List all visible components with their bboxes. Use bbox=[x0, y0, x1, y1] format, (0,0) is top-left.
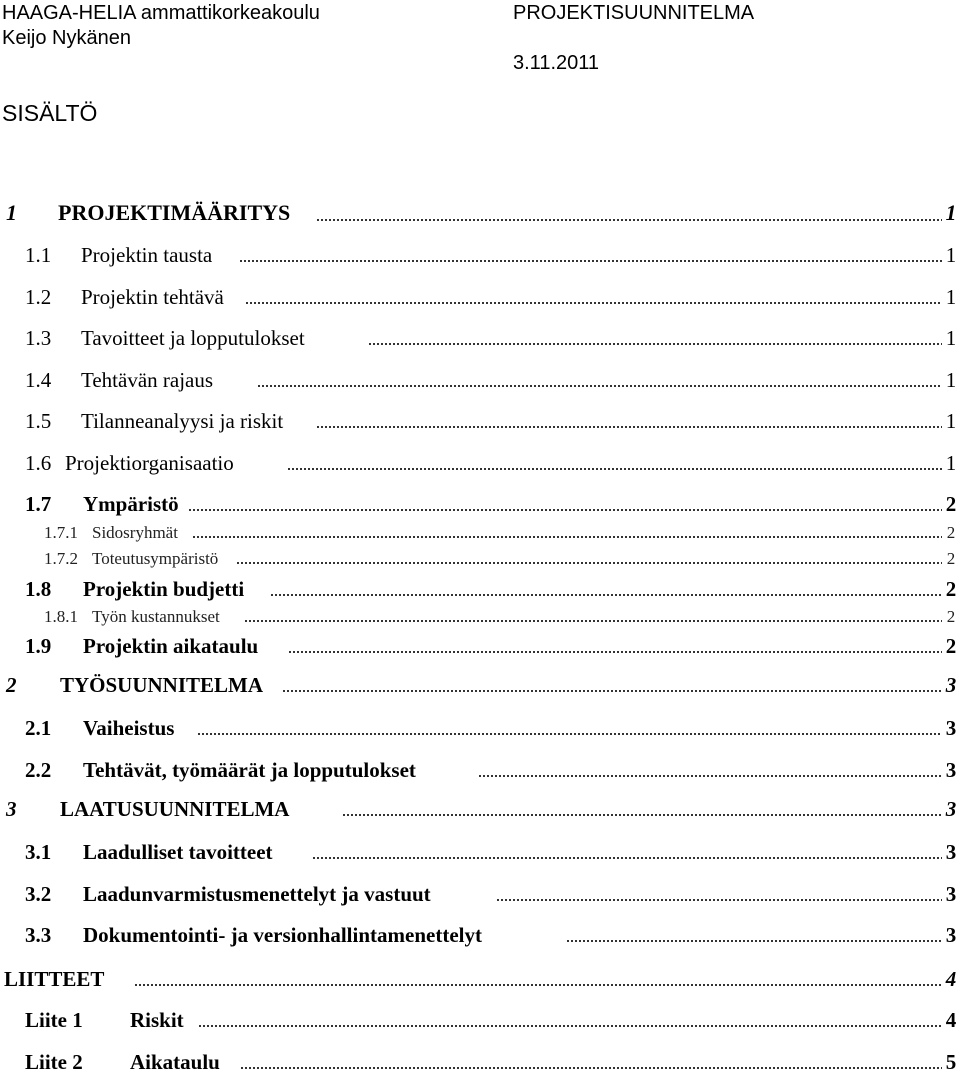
toc-entry-label: TYÖSUUNNITELMA bbox=[60, 673, 264, 697]
toc-entry[interactable] bbox=[0, 486, 960, 516]
toc-entry-label: Laadunvarmistusmenettelyt ja vastuut bbox=[83, 882, 431, 906]
toc-entry-page: 1 bbox=[945, 285, 957, 309]
toc-leader-dots bbox=[134, 983, 942, 987]
toc-entry[interactable] bbox=[0, 320, 960, 350]
toc-leader-dots bbox=[282, 689, 942, 693]
toc-entry[interactable] bbox=[0, 961, 960, 991]
toc-entry[interactable] bbox=[0, 752, 960, 782]
toc-entry-page: 2 bbox=[945, 634, 957, 658]
toc-entry-label: Toteutusympäristö bbox=[92, 549, 219, 568]
toc-entry-page: 2 bbox=[946, 523, 956, 542]
toc-entry-page: 3 bbox=[945, 923, 957, 947]
toc-entry[interactable] bbox=[0, 917, 960, 947]
toc-entry[interactable] bbox=[0, 196, 960, 226]
toc-leader-dots bbox=[316, 218, 942, 222]
toc-entry-number: 1 bbox=[6, 200, 17, 225]
toc-entry[interactable] bbox=[0, 539, 960, 569]
toc-entry-label: Projektin aikataulu bbox=[83, 634, 259, 658]
toc-leader-dots bbox=[188, 508, 942, 512]
toc-entry-number: 1.3 bbox=[25, 326, 52, 350]
toc-leader-dots bbox=[566, 939, 942, 943]
toc-entry-number: 2.2 bbox=[25, 758, 52, 782]
toc-leader-dots bbox=[496, 898, 942, 902]
toc-leader-dots bbox=[316, 425, 942, 429]
header-author: Keijo Nykänen bbox=[2, 27, 131, 49]
toc-entry-number: 1.7 bbox=[25, 492, 52, 516]
header-doc-type: PROJEKTISUUNNITELMA bbox=[513, 2, 755, 24]
toc-entry-page: 3 bbox=[945, 882, 957, 906]
toc-entry-page: 3 bbox=[945, 673, 957, 697]
toc-entry-page: 3 bbox=[945, 840, 957, 864]
toc-leader-dots bbox=[239, 259, 942, 263]
toc-entry-number: 2 bbox=[6, 673, 17, 697]
toc-entry[interactable] bbox=[0, 876, 960, 906]
toc-entry-number: 3.2 bbox=[25, 882, 52, 906]
toc-entry-page: 1 bbox=[945, 326, 957, 350]
toc-leader-dots bbox=[244, 619, 942, 623]
toc-entry-label: Projektiorganisaatio bbox=[65, 451, 234, 475]
toc-entry-label: PROJEKTIMÄÄRITYS bbox=[58, 200, 291, 225]
toc-entry-page: 2 bbox=[945, 577, 957, 601]
toc-entry-number: 2.1 bbox=[25, 716, 52, 740]
toc-entry-label: Riskit bbox=[130, 1008, 184, 1032]
header-org: HAAGA-HELIA ammattikorkeakoulu bbox=[2, 2, 320, 24]
toc-entry-page: 4 bbox=[945, 967, 957, 991]
toc-leader-dots bbox=[288, 650, 942, 654]
toc-entry-label: LAATUSUUNNITELMA bbox=[60, 797, 290, 821]
toc-entry-page: 3 bbox=[945, 797, 957, 821]
toc-entry-label: Projektin tausta bbox=[81, 243, 213, 267]
toc-entry-number: Liite 1 bbox=[25, 1008, 83, 1032]
toc-entry-label: Tavoitteet ja lopputulokset bbox=[81, 326, 305, 350]
toc-entry[interactable] bbox=[0, 834, 960, 864]
toc-leader-dots bbox=[236, 561, 942, 565]
toc-leader-dots bbox=[342, 813, 942, 817]
toc-leader-dots bbox=[257, 384, 942, 388]
toc-entry[interactable] bbox=[0, 403, 960, 433]
toc-entry[interactable] bbox=[0, 237, 960, 267]
toc-entry-label: Työn kustannukset bbox=[92, 607, 220, 626]
toc-entry-number: 1.7.1 bbox=[44, 523, 78, 542]
toc-entry[interactable] bbox=[0, 710, 960, 740]
toc-entry-page: 2 bbox=[946, 549, 956, 568]
toc-entry-label: Vaiheistus bbox=[83, 716, 175, 740]
toc-entry[interactable] bbox=[0, 597, 960, 627]
toc-entry-label: Tilanneanalyysi ja riskit bbox=[81, 409, 284, 433]
toc-entry-number: 1.2 bbox=[25, 285, 52, 309]
toc-entry[interactable] bbox=[0, 791, 960, 821]
toc-entry-label: Ympäristö bbox=[83, 492, 179, 516]
toc-entry-label: Tehtävät, työmäärät ja lopputulokset bbox=[83, 758, 416, 782]
toc-entry-page: 4 bbox=[945, 1008, 957, 1032]
toc-entry-page: 1 bbox=[945, 409, 957, 433]
toc-entry[interactable] bbox=[0, 1044, 960, 1074]
toc-entry-number: Liite 2 bbox=[25, 1050, 83, 1074]
toc-entry-number: 1.1 bbox=[25, 243, 52, 267]
toc-entry-number: 1.4 bbox=[25, 368, 52, 392]
toc-leader-dots bbox=[287, 467, 942, 471]
toc-entry-label: Dokumentointi- ja versionhallintamenettelyt bbox=[83, 923, 482, 947]
toc-entry-label: LIITTEET bbox=[4, 967, 105, 991]
toc-entry-number: 1.7.2 bbox=[44, 549, 78, 568]
toc-entry[interactable] bbox=[0, 628, 960, 658]
toc-entry[interactable] bbox=[0, 279, 960, 309]
toc-leader-dots bbox=[368, 342, 942, 346]
toc-entry-page: 3 bbox=[945, 716, 957, 740]
toc-entry-page: 1 bbox=[945, 451, 957, 475]
toc-leader-dots bbox=[198, 1024, 942, 1028]
toc-entry[interactable] bbox=[0, 362, 960, 392]
toc-entry-label: Projektin budjetti bbox=[83, 577, 245, 601]
toc-entry-number: 3 bbox=[6, 797, 17, 821]
toc-entry-number: 1.6 bbox=[25, 451, 52, 475]
toc-leader-dots bbox=[478, 774, 942, 778]
toc-entry[interactable] bbox=[0, 1002, 960, 1032]
toc-entry-number: 1.9 bbox=[25, 634, 52, 658]
toc-entry-label: Aikataulu bbox=[130, 1050, 220, 1074]
toc-leader-dots bbox=[240, 1066, 942, 1070]
toc-entry-page: 2 bbox=[946, 607, 956, 626]
toc-entry-number: 1.8.1 bbox=[44, 607, 78, 626]
toc-leader-dots bbox=[245, 301, 942, 305]
toc-entry-number: 1.8 bbox=[25, 577, 52, 601]
toc-entry-number: 3.1 bbox=[25, 840, 52, 864]
toc-leader-dots bbox=[197, 732, 942, 736]
toc-entry-number: 1.5 bbox=[25, 409, 52, 433]
toc-entry-label: Tehtävän rajaus bbox=[81, 368, 214, 392]
toc-entry-number: 3.3 bbox=[25, 923, 52, 947]
toc-entry-page: 1 bbox=[945, 200, 957, 225]
toc-entry-label: Laadulliset tavoitteet bbox=[83, 840, 273, 864]
toc-entry-label: Projektin tehtävä bbox=[81, 285, 224, 309]
toc-entry[interactable] bbox=[0, 667, 960, 697]
toc-entry-label: Sidosryhmät bbox=[92, 523, 178, 542]
toc-entry-page: 1 bbox=[945, 368, 957, 392]
toc-title: SISÄLTÖ bbox=[2, 100, 98, 126]
toc-entry-page: 5 bbox=[945, 1050, 957, 1074]
toc-entry-page: 2 bbox=[945, 492, 957, 516]
toc-entry-page: 1 bbox=[945, 243, 957, 267]
toc-leader-dots bbox=[312, 856, 942, 860]
toc-entry[interactable] bbox=[0, 445, 960, 475]
toc-entry-page: 3 bbox=[945, 758, 957, 782]
header-date: 3.11.2011 bbox=[513, 52, 600, 74]
